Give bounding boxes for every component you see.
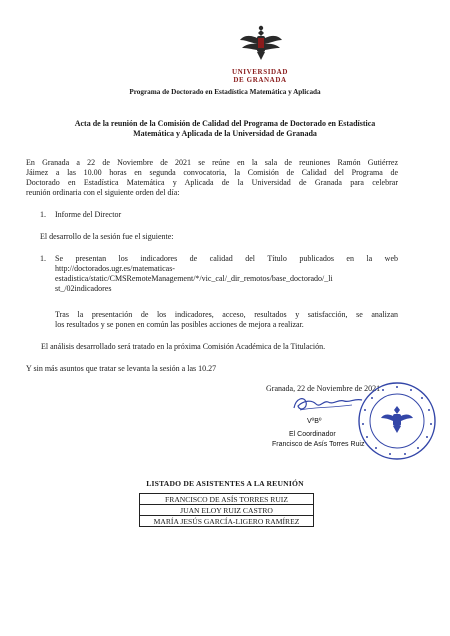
item1-link[interactable]: estadistica/static/CMSRemoteManagement/*/vic_cal/_dir_remotos/base_doctorado/_li: [55, 274, 333, 283]
attendees-table: [139, 493, 314, 527]
signer-name: Francisco de Asís Torres Ruiz: [272, 441, 365, 448]
official-stamp-icon: [356, 380, 438, 462]
attendees-title: LISTADO DE ASISTENTES A LA REUNIÓN: [146, 479, 304, 488]
title-line: Matemática y Aplicada de la Universidad de Granada: [133, 129, 317, 138]
intro-line: Jáimez a las 10.00 horas en segunda convocatoria, la Comisión de Calidad del Programa de: [26, 168, 398, 177]
item-number: 1.: [40, 254, 46, 263]
agenda-item: Informe del Director: [55, 210, 122, 219]
intro-line: Doctorado en Estadística Matemática y Aplicada de la Universidad de Granada para celebrar: [26, 178, 398, 187]
intro-line: reunión ordinaria con el siguiente orden del día:: [26, 188, 180, 197]
date-place: Granada, 22 de Noviembre de 2021: [266, 384, 381, 393]
item1-link[interactable]: http://doctorados.ugr.es/matematicas-: [55, 264, 175, 273]
intro-line: En Granada a 22 de Noviembre de 2021 se reúne en la sala de reuniones Ramón Gutiérrez: [26, 158, 398, 167]
document-title: [40, 119, 410, 139]
intro-paragraph: [26, 158, 398, 198]
item1-line: los resultados y se ponen en común las posibles acciones de mejora a realizar.: [55, 320, 304, 329]
program-heading: Programa de Doctorado en Estadística Matemática y Aplicada: [129, 88, 321, 96]
item1-line: Tras la presentación de los indicadores, acceso, resultados y satisfacción, se analizan: [55, 310, 398, 319]
analysis-sentence: El análisis desarrollado será tratado en la próxima Comisión Académica de la Titulación.: [41, 342, 326, 351]
university-name-line2: DE GRANADA: [233, 76, 287, 84]
item1-line: Se presentan los indicadores de calidad del Título publicados en la web: [55, 254, 398, 263]
item1-paragraph-2: [55, 310, 398, 330]
attendee-cell: FRANCISCO DE ASÍS TORRES RUIZ: [140, 494, 314, 505]
table-row: [140, 516, 314, 527]
university-name-line1: UNIVERSIDAD: [232, 68, 288, 76]
attendee-cell: MARÍA JESÚS GARCÍA-LIGERO RAMÍREZ: [140, 516, 314, 527]
title-line: Acta de la reunión de la Comisión de Calidad del Programa de Doctorado en Estadística: [74, 119, 376, 128]
item1-paragraph: [55, 254, 398, 294]
attendee-cell: JUAN ELOY RUIZ CASTRO: [140, 505, 314, 516]
university-crest-icon: [237, 24, 285, 64]
development-intro: El desarrollo de la sesión fue el siguiente:: [40, 232, 174, 241]
agenda-number: 1.: [40, 210, 46, 219]
signer-role: El Coordinador: [289, 431, 336, 438]
vb-label: VºBº: [307, 418, 322, 425]
table-row: [140, 505, 314, 516]
closing-sentence: Y sin más asuntos que tratar se levanta la sesión a las 10.27: [26, 364, 217, 373]
item1-link[interactable]: st_/02indicadores: [55, 284, 112, 293]
table-row: [140, 494, 314, 505]
